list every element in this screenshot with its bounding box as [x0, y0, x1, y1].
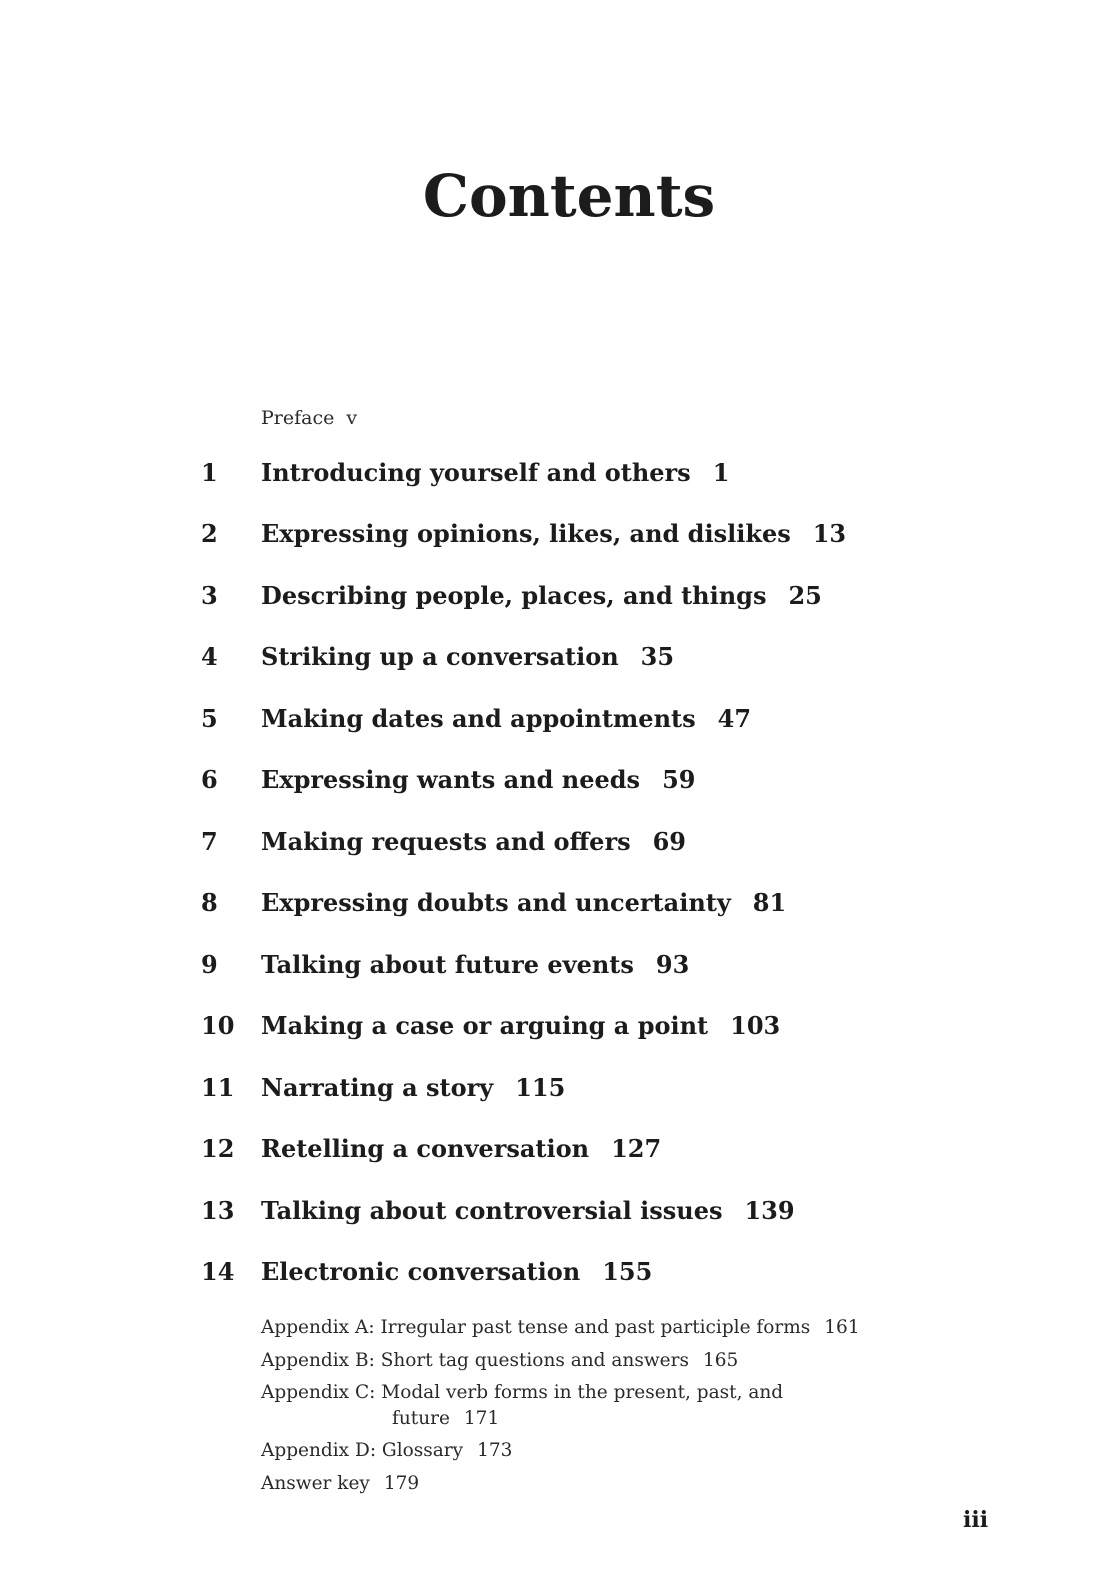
chapter-number: 1 [201, 458, 218, 487]
appendix-title: Appendix C: Modal verb forms in the present, past, and [261, 1382, 784, 1403]
appendix-title-continuation: future [392, 1408, 450, 1429]
chapter-title: Expressing doubts and uncertainty [261, 888, 731, 917]
chapter-number: 6 [201, 765, 218, 794]
toc-appendix-list [261, 1315, 860, 1497]
toc-answer-key-entry [261, 1471, 860, 1497]
chapter-number: 13 [201, 1196, 235, 1225]
chapter-page-number: 35 [640, 642, 675, 671]
preface-page-number: v [346, 407, 358, 429]
chapter-number: 8 [201, 888, 218, 917]
chapter-page-number: 47 [717, 704, 752, 733]
chapter-number: 10 [201, 1011, 235, 1040]
chapter-page-number: 103 [730, 1011, 781, 1040]
appendix-page-number: 171 [463, 1408, 500, 1429]
chapter-page-number: 93 [655, 950, 690, 979]
toc-appendix-entry [261, 1380, 860, 1432]
chapter-number: 2 [201, 519, 218, 548]
chapter-number: 11 [201, 1073, 235, 1102]
appendix-page-number: 161 [824, 1317, 860, 1338]
chapter-title: Talking about future events [261, 950, 634, 979]
page-folio-number: iii [963, 1507, 989, 1533]
chapter-title: Making dates and appointments [261, 704, 696, 733]
chapter-page-number: 155 [602, 1257, 653, 1286]
chapter-title: Expressing wants and needs [261, 765, 641, 794]
chapter-title: Making a case or arguing a point [261, 1011, 709, 1040]
chapter-number: 7 [201, 827, 218, 856]
chapter-number: 4 [201, 642, 218, 671]
toc-appendix-entry [261, 1348, 860, 1374]
chapter-page-number: 139 [744, 1196, 795, 1225]
chapter-title: Describing people, places, and things [261, 581, 767, 610]
chapter-page-number: 59 [662, 765, 696, 794]
chapter-title: Narrating a story [261, 1073, 494, 1102]
chapter-title: Expressing opinions, likes, and dislikes [261, 519, 791, 548]
chapter-page-number: 25 [788, 581, 822, 610]
toc-preface-entry [261, 405, 357, 431]
chapter-number: 9 [201, 950, 218, 979]
chapter-title: Retelling a conversation [261, 1134, 590, 1163]
appendix-title: Appendix A: Irregular past tense and past participle forms [261, 1317, 811, 1338]
chapter-page-number: 127 [611, 1134, 662, 1163]
chapter-number: 5 [201, 704, 218, 733]
chapter-title: Talking about controversial issues [261, 1196, 723, 1225]
preface-label: Preface [261, 407, 335, 429]
appendix-title: Appendix B: Short tag questions and answers [261, 1350, 689, 1371]
page-title: Contents [422, 162, 716, 230]
chapter-page-number: 13 [812, 519, 847, 548]
chapter-page-number: 115 [515, 1073, 566, 1102]
chapter-title: Making requests and offers [261, 827, 631, 856]
chapter-number: 3 [201, 581, 218, 610]
appendix-page-number: 173 [477, 1440, 513, 1461]
appendix-title: Appendix D: Glossary [261, 1440, 464, 1461]
chapter-title: Electronic conversation [261, 1257, 581, 1286]
chapter-page-number: 81 [752, 888, 787, 917]
chapter-title: Introducing yourself and others [261, 458, 691, 487]
appendix-page-number: 165 [702, 1350, 739, 1371]
chapter-title: Striking up a conversation [261, 642, 619, 671]
chapter-page-number: 1 [712, 458, 730, 487]
chapter-number: 12 [201, 1134, 235, 1163]
chapter-page-number: 69 [652, 827, 687, 856]
toc-appendix-entry [261, 1315, 860, 1341]
answer-key-page-number: 179 [383, 1473, 420, 1494]
chapter-number: 14 [201, 1257, 235, 1286]
answer-key-title: Answer key [261, 1473, 370, 1494]
toc-appendix-entry [261, 1438, 860, 1464]
